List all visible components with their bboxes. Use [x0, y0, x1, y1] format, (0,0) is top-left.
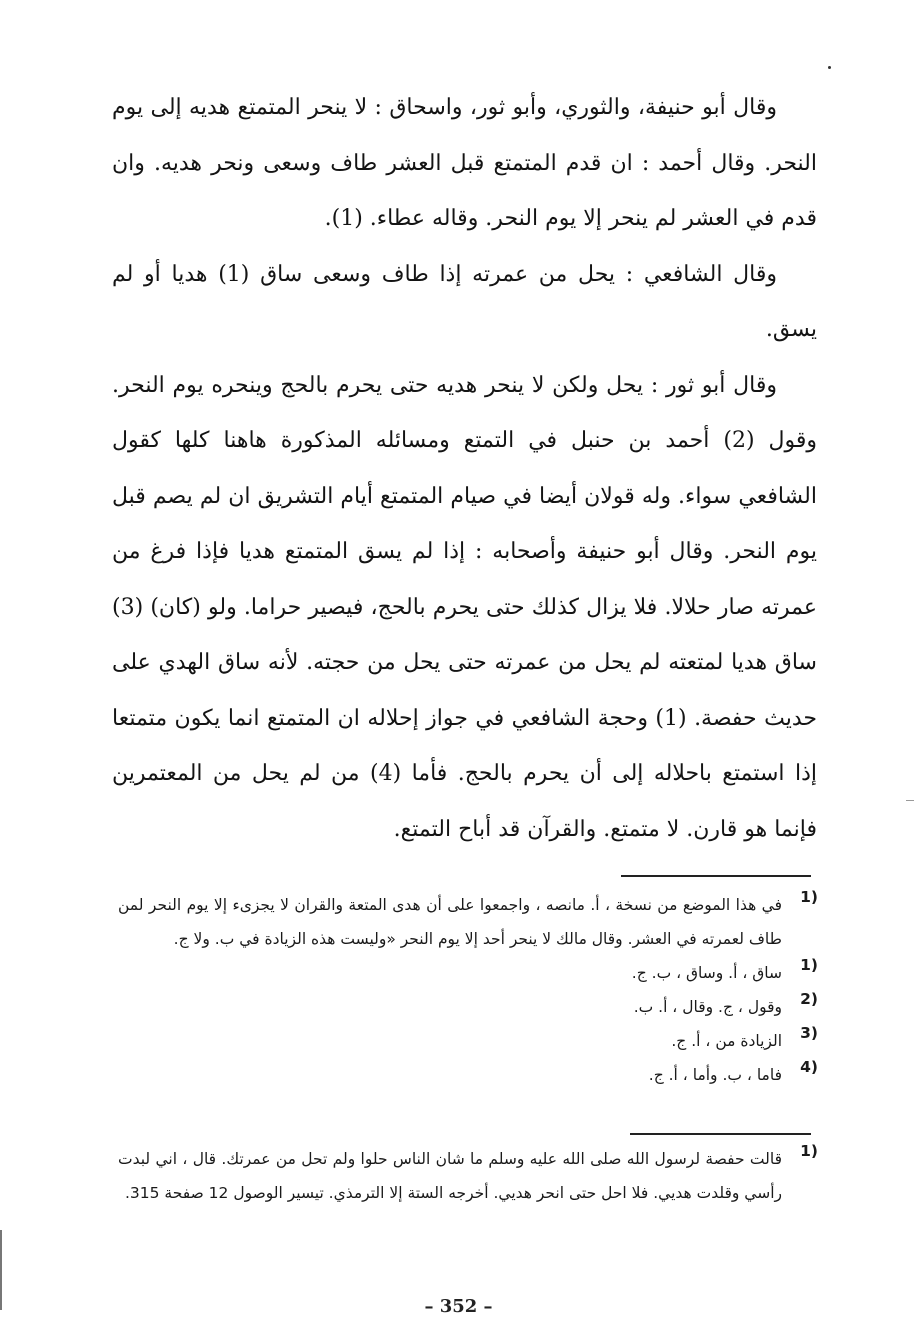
footnote-item	[118, 1142, 818, 1210]
footnote-number: 4)	[800, 1058, 818, 1076]
footnote-text: الزيادة من ، أ. ج.	[671, 1032, 782, 1050]
footnote-text: في هذا الموضع من نسخة ، أ. مانصه ، واجمعوا على أن هدى المتعة والقران لا يجزىء إلا يوم النحر لمن طاف لعمرته في العشر. وقال مالك لا ينحر أحد إلا يوم النحر «وليست هذه الزيادة في ب. ولا ج.	[118, 896, 782, 948]
footnote-item	[118, 888, 818, 956]
footnote-text: فاما ، ب. وأما ، أ. ج.	[648, 1066, 782, 1084]
footnote-item	[118, 1024, 818, 1058]
paragraph-1: وقال أبو حنيفة، والثوري، وأبو ثور، واسحاق : لا ينحر المتمتع هديه إلى يوم النحر. وقال أحمد : ان قدم المتمتع قبل العشر طاف وسعى ونحر هديه. وان قدم في العشر لم ينحر إلا يوم النحر. وقاله عطاء. (1).	[112, 95, 817, 231]
footnote-number: 1)	[800, 888, 818, 906]
paragraph-2: وقال الشافعي : يحل من عمرته إذا طاف وسعى ساق (1) هديا أو لم يسق.	[112, 261, 817, 342]
footnote-text: قالت حفصة لرسول الله صلى الله عليه وسلم ما شان الناس حلوا ولم تحل من عمرتك. قال ، اني لبدت رأسي وقلدت هديي. فلا احل حتى انحر هديي. أخرجه الستة إلا الترمذي. تيسير الوصول 12 صفحة 315.	[118, 1150, 782, 1202]
hadith-footnotes	[118, 1142, 818, 1210]
variant-footnotes	[118, 888, 818, 1092]
scan-speck	[828, 66, 831, 69]
paragraph-3: وقال أبو ثور : يحل ولكن لا ينحر هديه حتى يحرم بالحج وينحره يوم النحر. وقول (2) أحمد بن حنبل في التمتع ومسائله المذكورة هاهنا كلها كقول الشافعي سواء. وله قولان أيضا في صيام المتمتع أيام التشريق ان لم يصم قبل يوم النحر. وقال أبو حنيفة وأصحابه : إذا لم يسق المتمتع هديا فإذا فرغ من عمرته صار حلالا. فلا يزال كذلك حتى يحرم بالحج، فيصير حراما. ولو (كان) (3) ساق هديا لمتعته لم يحل من عمرته حتى يحل من حجته. لأنه ساق الهدي على حديث حفصة. (1) وحجة الشافعي في جواز إحلاله ان المتمتع انما يكون متمتعا إذا استمتع باحلاله إلى أن يحرم بالحج. فأما (4) من لم يحل من المعتمرين فإنما هو قارن. لا متمتع. والقرآن قد أباح التمتع.	[112, 372, 817, 842]
footnote-number: 3)	[800, 1024, 818, 1042]
footnote-separator-2	[630, 1133, 811, 1135]
footnote-item	[118, 956, 818, 990]
footnote-number: 2)	[800, 990, 818, 1008]
footnote-separator-1	[621, 875, 811, 877]
footnote-text: ساق ، أ. وساق ، ب. ج.	[631, 964, 782, 982]
page-number: – 352 –	[424, 1296, 493, 1317]
main-text	[112, 80, 817, 857]
footnote-number: 1)	[800, 956, 818, 974]
footnote-number: 1)	[800, 1142, 818, 1160]
scan-mark-right	[906, 800, 914, 801]
footnote-text: وقول ، ج. وقال ، أ. ب.	[633, 998, 782, 1016]
footnote-item	[118, 990, 818, 1024]
footnote-item	[118, 1058, 818, 1092]
